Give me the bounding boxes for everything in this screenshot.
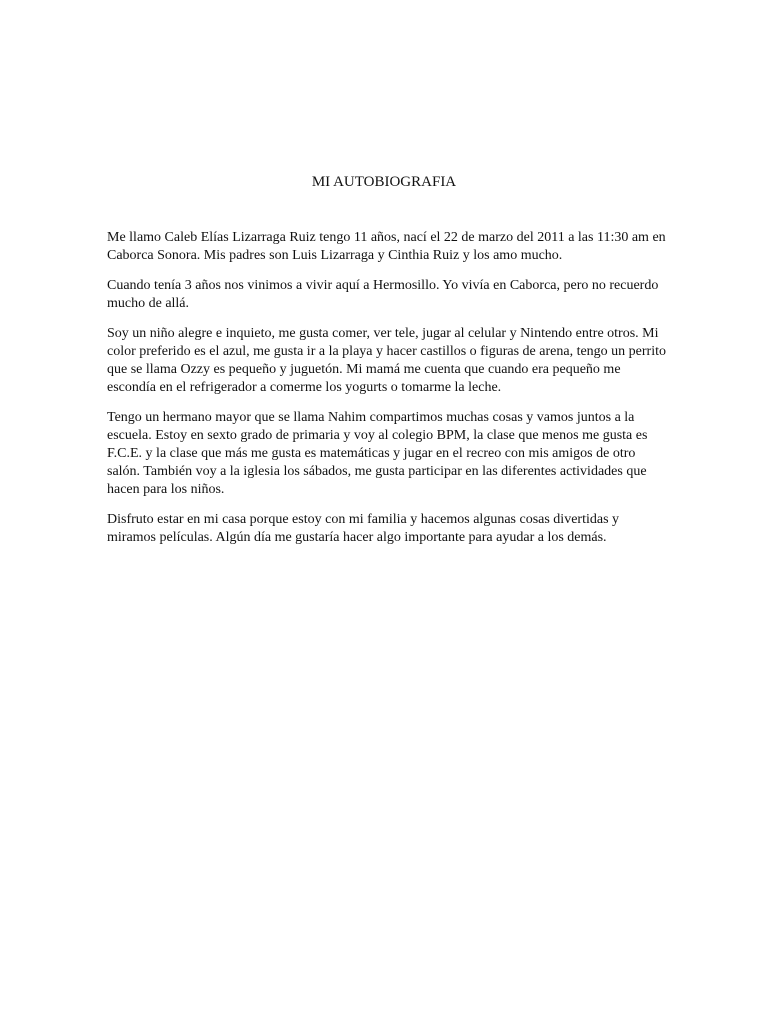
paragraph-line: Tengo un hermano mayor que se llama Nahim compartimos muchas cosas y vamos juntos a la bbox=[107, 410, 635, 425]
document-title: MI AUTOBIOGRAFIA bbox=[311, 174, 457, 190]
paragraph-line: miramos películas. Algún día me gustaría hacer algo importante para ayudar a los demás. bbox=[107, 530, 607, 545]
paragraph-line: Me llamo Caleb Elías Lizarraga Ruiz tengo 11 años, nací el 22 de marzo del 2011 a las 11:30 am en bbox=[107, 230, 666, 245]
paragraph-line: hacen para los niños. bbox=[107, 482, 225, 497]
paragraph-line: escuela. Estoy en sexto grado de primaria y voy al colegio BPM, la clase que menos me gusta es bbox=[107, 428, 648, 443]
paragraph-line: que se llama Ozzy es pequeño y juguetón. Mi mamá me cuenta que cuando era pequeño me bbox=[107, 362, 621, 377]
paragraph-3 bbox=[107, 325, 667, 397]
paragraph-line: Soy un niño alegre e inquieto, me gusta comer, ver tele, jugar al celular y Nintendo entre otros. Mi bbox=[107, 326, 659, 341]
paragraph-line: salón. También voy a la iglesia los sábados, me gusta participar en las diferentes actividades que bbox=[107, 464, 647, 479]
paragraph-4 bbox=[107, 409, 667, 499]
document-body bbox=[107, 229, 667, 559]
paragraph-line: mucho de allá. bbox=[107, 296, 190, 311]
paragraph-line: color preferido es el azul, me gusta ir a la playa y hacer castillos o figuras de arena, tengo un perrito bbox=[107, 344, 666, 359]
paragraph-line: escondía en el refrigerador a comerme los yogurts o tomarme la leche. bbox=[107, 380, 502, 395]
paragraph-line: Disfruto estar en mi casa porque estoy con mi familia y hacemos algunas cosas divertidas y bbox=[107, 512, 620, 527]
paragraph-line: F.C.E. y la clase que más me gusta es matemáticas y jugar en el recreo con mis amigos de otro bbox=[107, 446, 636, 461]
paragraph-line: Cuando tenía 3 años nos vinimos a vivir aquí a Hermosillo. Yo vivía en Caborca, pero no recuerdo bbox=[107, 278, 659, 293]
paragraph-5 bbox=[107, 511, 667, 547]
paragraph-2 bbox=[107, 277, 667, 313]
paragraph-1 bbox=[107, 229, 667, 265]
paragraph-line: Caborca Sonora. Mis padres son Luis Lizarraga y Cinthia Ruiz y los amo mucho. bbox=[107, 248, 563, 263]
